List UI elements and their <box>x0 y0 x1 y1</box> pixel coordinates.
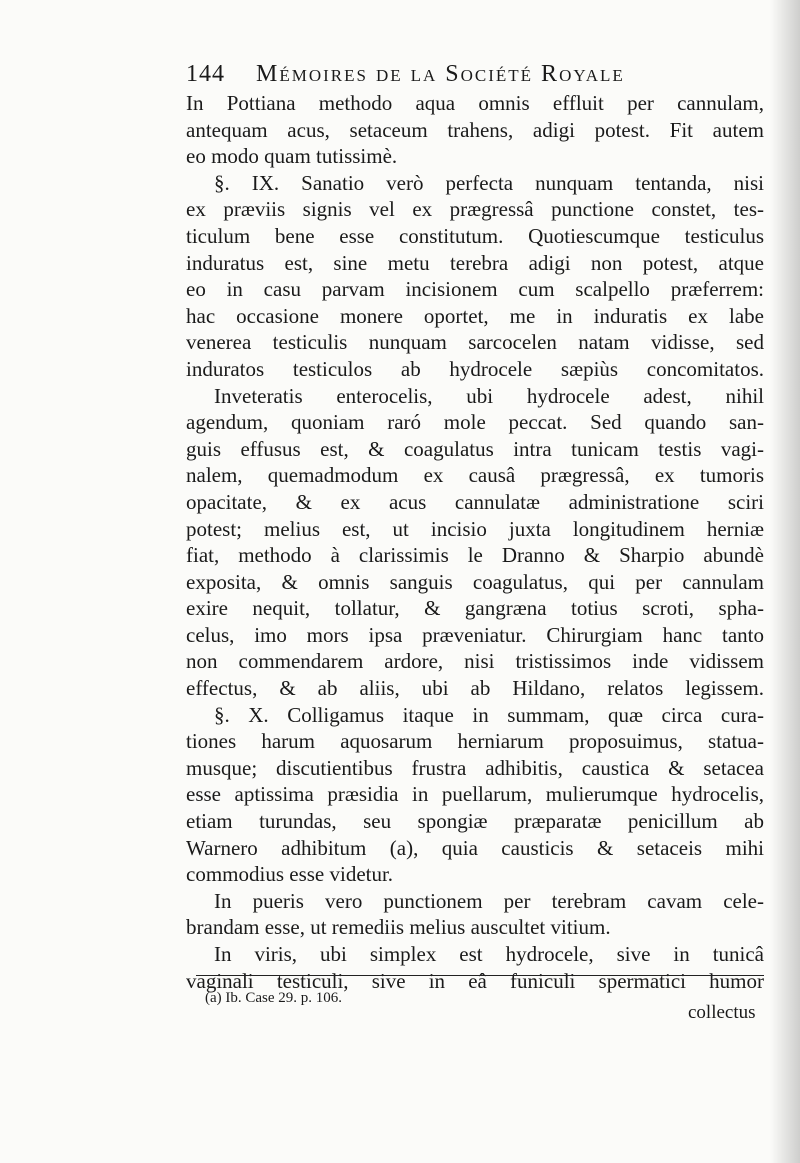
text-line: Inveteratis enterocelis, ubi hydrocele adest, nihil <box>214 383 764 408</box>
text-line: In viris, ubi simplex est hydrocele, sive in tunicâ <box>214 942 764 966</box>
text-line: non commendarem ardore, nisi tristissimos inde vidissem <box>186 649 764 674</box>
text-line: eo in casu parvam incisionem cum scalpello præferrem: <box>186 277 764 302</box>
text-line: ticulum bene esse constitutum. Quotiescumque testiculus <box>186 223 764 248</box>
text-line: commodius esse videtur. <box>186 862 394 887</box>
text-line: celus, imo mors ipsa præveniatur. Chirurgiam hanc tanto <box>186 622 764 647</box>
text-line: fiat, methodo à clarissimis le Dranno & Sharpio abundè <box>186 543 764 568</box>
text-line: guis effusus est, & coagulatus intra tunicam testis vagi- <box>186 436 764 461</box>
body-text <box>186 90 764 994</box>
text-line: §. IX. Sanatio verò perfecta nunquam tentanda, nisi <box>214 170 764 195</box>
text-line: opacitate, & ex acus cannulatæ administratione sciri <box>186 489 764 514</box>
text-line: nalem, quemadmodum ex causâ prægressâ, ex tumoris <box>186 463 764 488</box>
text-line: vaginali testiculi, sive in eâ funiculi spermatici humor <box>186 968 764 993</box>
text-line: exire nequit, tollatur, & gangræna totius scroti, spha- <box>186 596 764 621</box>
text-line: brandam esse, ut remediis melius auscultet vitium. <box>186 915 611 940</box>
footnote: (a) Ib. Case 29. p. 106. <box>205 990 343 1006</box>
footnote-rule <box>196 975 764 976</box>
text-line: eo modo quam tutissimè. <box>186 144 398 169</box>
text-line: etiam turundas, seu spongiæ præparatæ penicillum ab <box>186 809 764 834</box>
text-line: Warnero adhibitum (a), quia causticis & setaceis mihi <box>186 835 764 860</box>
text-line: hac occasione monere oportet, me in induratis ex labe <box>186 303 764 328</box>
text-line: antequam acus, setaceum trahens, adigi potest. Fit autem <box>186 117 764 142</box>
text-line: In pueris vero punctionem per terebram cavam cele- <box>214 888 764 913</box>
text-line: effectus, & ab aliis, ubi ab Hildano, relatos legissem. <box>186 676 764 701</box>
text-line: musque; discutientibus frustra adhibitis, caustica & setacea <box>186 755 764 780</box>
text-line: agendum, quoniam raró mole peccat. Sed quando san- <box>186 410 764 435</box>
text-line: tiones harum aquosarum herniarum proposuimus, statua- <box>186 729 764 754</box>
text-line: §. X. Colligamus itaque in summam, quæ circa cura- <box>214 702 764 727</box>
catchword: collectus <box>688 1002 756 1023</box>
running-title: Mémoires de la Société Royale <box>256 61 625 87</box>
text-line: In Pottiana methodo aqua omnis effluit per cannulam, <box>186 91 764 115</box>
text-line: induratos testiculos ab hydrocele sæpiùs concomitatos. <box>186 356 764 381</box>
text-line: potest; melius est, ut incisio juxta longitudinem herniæ <box>186 516 764 541</box>
page-header <box>186 55 746 91</box>
text-line: exposita, & omnis sanguis coagulatus, qui per cannulam <box>186 569 764 594</box>
page-number: 144 <box>186 61 225 87</box>
text-line: venerea testiculis nunquam sarcocelen natam vidisse, sed <box>186 330 764 355</box>
text-line: ex præviis signis vel ex prægressâ punctione constet, tes- <box>186 197 764 222</box>
text-line: induratus est, sine metu terebra adigi non potest, atque <box>186 250 764 275</box>
text-line: esse aptissima præsidia in puellarum, mulierumque hydrocelis, <box>186 782 764 807</box>
